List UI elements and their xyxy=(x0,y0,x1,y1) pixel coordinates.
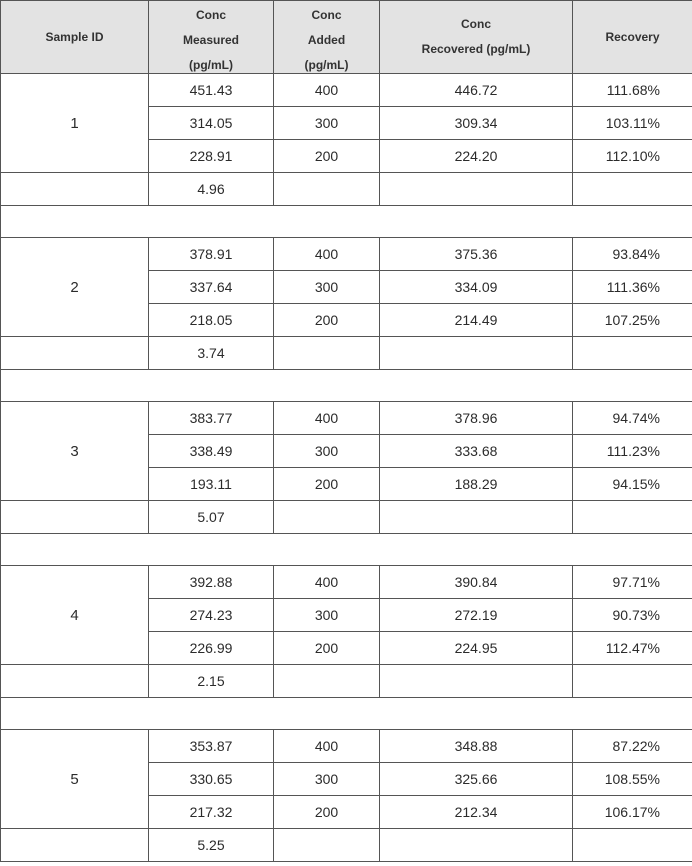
sample-id-cell: 1 xyxy=(1,74,149,173)
header-conc-added-line2: Added xyxy=(307,33,346,47)
recovery-cell: 94.15% xyxy=(573,468,692,501)
conc-added-cell: 200 xyxy=(274,796,380,829)
conc-added-cell: 300 xyxy=(274,763,380,796)
header-conc-added-line1: Conc xyxy=(311,8,342,22)
separator-row xyxy=(1,370,692,402)
conc-measured-cell: 217.32 xyxy=(149,796,274,829)
conc-measured-cell: 378.91 xyxy=(149,238,274,271)
empty-cell xyxy=(380,173,573,206)
conc-added-cell: 200 xyxy=(274,304,380,337)
empty-cell xyxy=(573,501,692,534)
conc-recovered-cell: 334.09 xyxy=(380,271,573,304)
baseline-measured-cell: 4.96 xyxy=(149,173,274,206)
recovery-cell: 87.22% xyxy=(573,730,692,763)
conc-measured-cell: 338.49 xyxy=(149,435,274,468)
conc-recovered-cell: 212.34 xyxy=(380,796,573,829)
empty-cell xyxy=(274,665,380,698)
table-row-baseline xyxy=(1,665,692,698)
empty-cell xyxy=(274,501,380,534)
recovery-cell: 97.71% xyxy=(573,566,692,599)
separator-cell xyxy=(1,206,692,238)
empty-cell xyxy=(573,829,692,862)
conc-recovered-cell: 333.68 xyxy=(380,435,573,468)
header-conc-added xyxy=(274,1,380,74)
header-recovery: Recovery xyxy=(573,1,692,74)
conc-recovered-cell: 224.20 xyxy=(380,140,573,173)
conc-added-cell: 400 xyxy=(274,74,380,107)
conc-recovered-cell: 378.96 xyxy=(380,402,573,435)
conc-added-cell: 300 xyxy=(274,107,380,140)
recovery-cell: 112.47% xyxy=(573,632,692,665)
sample-id-cell: 2 xyxy=(1,238,149,337)
conc-added-cell: 400 xyxy=(274,238,380,271)
recovery-cell: 107.25% xyxy=(573,304,692,337)
table-row xyxy=(1,730,692,763)
conc-measured-cell: 392.88 xyxy=(149,566,274,599)
conc-measured-cell: 330.65 xyxy=(149,763,274,796)
recovery-cell: 108.55% xyxy=(573,763,692,796)
separator-row xyxy=(1,698,692,730)
sample-id-cell: 5 xyxy=(1,730,149,829)
header-conc-added-line3: (pg/mL) xyxy=(304,58,349,72)
conc-recovered-cell: 325.66 xyxy=(380,763,573,796)
header-conc-measured-line1: Conc xyxy=(196,8,226,22)
header-conc-measured xyxy=(149,1,274,74)
recovery-cell: 106.17% xyxy=(573,796,692,829)
table-row xyxy=(1,566,692,599)
separator-cell xyxy=(1,370,692,402)
sample-id-cell: 3 xyxy=(1,402,149,501)
conc-measured-cell: 353.87 xyxy=(149,730,274,763)
table-row-baseline xyxy=(1,337,692,370)
conc-measured-cell: 314.05 xyxy=(149,107,274,140)
separator-cell xyxy=(1,534,692,566)
recovery-cell: 111.68% xyxy=(573,74,692,107)
header-conc-measured-line2: Measured xyxy=(182,33,240,47)
recovery-cell: 111.23% xyxy=(573,435,692,468)
separator-row xyxy=(1,206,692,238)
conc-added-cell: 400 xyxy=(274,730,380,763)
header-conc-recovered xyxy=(380,1,573,74)
conc-added-cell: 400 xyxy=(274,566,380,599)
conc-measured-cell: 193.11 xyxy=(149,468,274,501)
header-conc-recovered-line2: Recovered (pg/mL) xyxy=(421,42,531,56)
separator-row xyxy=(1,534,692,566)
conc-measured-cell: 337.64 xyxy=(149,271,274,304)
conc-added-cell: 200 xyxy=(274,140,380,173)
conc-recovered-cell: 390.84 xyxy=(380,566,573,599)
recovery-cell: 103.11% xyxy=(573,107,692,140)
empty-cell xyxy=(380,337,573,370)
empty-cell xyxy=(274,829,380,862)
recovery-cell: 90.73% xyxy=(573,599,692,632)
table-row xyxy=(1,74,692,107)
empty-cell xyxy=(1,665,149,698)
conc-measured-cell: 451.43 xyxy=(149,74,274,107)
empty-cell xyxy=(1,829,149,862)
conc-recovered-cell: 375.36 xyxy=(380,238,573,271)
empty-cell xyxy=(573,173,692,206)
baseline-measured-cell: 5.25 xyxy=(149,829,274,862)
recovery-cell: 111.36% xyxy=(573,271,692,304)
conc-recovered-cell: 214.49 xyxy=(380,304,573,337)
empty-cell xyxy=(380,829,573,862)
empty-cell xyxy=(1,337,149,370)
baseline-measured-cell: 3.74 xyxy=(149,337,274,370)
sample-id-cell: 4 xyxy=(1,566,149,665)
header-row xyxy=(1,1,692,74)
empty-cell xyxy=(1,501,149,534)
recovery-cell: 112.10% xyxy=(573,140,692,173)
conc-recovered-cell: 446.72 xyxy=(380,74,573,107)
conc-added-cell: 200 xyxy=(274,468,380,501)
conc-added-cell: 200 xyxy=(274,632,380,665)
header-conc-measured-line3: (pg/mL) xyxy=(189,58,233,72)
empty-cell xyxy=(1,173,149,206)
separator-cell xyxy=(1,698,692,730)
conc-added-cell: 400 xyxy=(274,402,380,435)
conc-measured-cell: 226.99 xyxy=(149,632,274,665)
empty-cell xyxy=(380,665,573,698)
conc-measured-cell: 218.05 xyxy=(149,304,274,337)
table-row-baseline xyxy=(1,829,692,862)
recovery-cell: 94.74% xyxy=(573,402,692,435)
table-row xyxy=(1,402,692,435)
conc-measured-cell: 274.23 xyxy=(149,599,274,632)
conc-recovered-cell: 188.29 xyxy=(380,468,573,501)
conc-recovered-cell: 272.19 xyxy=(380,599,573,632)
baseline-measured-cell: 2.15 xyxy=(149,665,274,698)
header-sample-id: Sample ID xyxy=(1,1,149,74)
empty-cell xyxy=(274,173,380,206)
recovery-cell: 93.84% xyxy=(573,238,692,271)
conc-recovered-cell: 348.88 xyxy=(380,730,573,763)
empty-cell xyxy=(573,337,692,370)
conc-added-cell: 300 xyxy=(274,271,380,304)
baseline-measured-cell: 5.07 xyxy=(149,501,274,534)
conc-recovered-cell: 309.34 xyxy=(380,107,573,140)
empty-cell xyxy=(380,501,573,534)
conc-added-cell: 300 xyxy=(274,599,380,632)
header-conc-recovered-line1: Conc xyxy=(461,17,491,31)
conc-added-cell: 300 xyxy=(274,435,380,468)
empty-cell xyxy=(274,337,380,370)
table-row-baseline xyxy=(1,173,692,206)
conc-measured-cell: 228.91 xyxy=(149,140,274,173)
conc-measured-cell: 383.77 xyxy=(149,402,274,435)
conc-recovered-cell: 224.95 xyxy=(380,632,573,665)
table-row-baseline xyxy=(1,501,692,534)
empty-cell xyxy=(573,665,692,698)
table-row xyxy=(1,238,692,271)
